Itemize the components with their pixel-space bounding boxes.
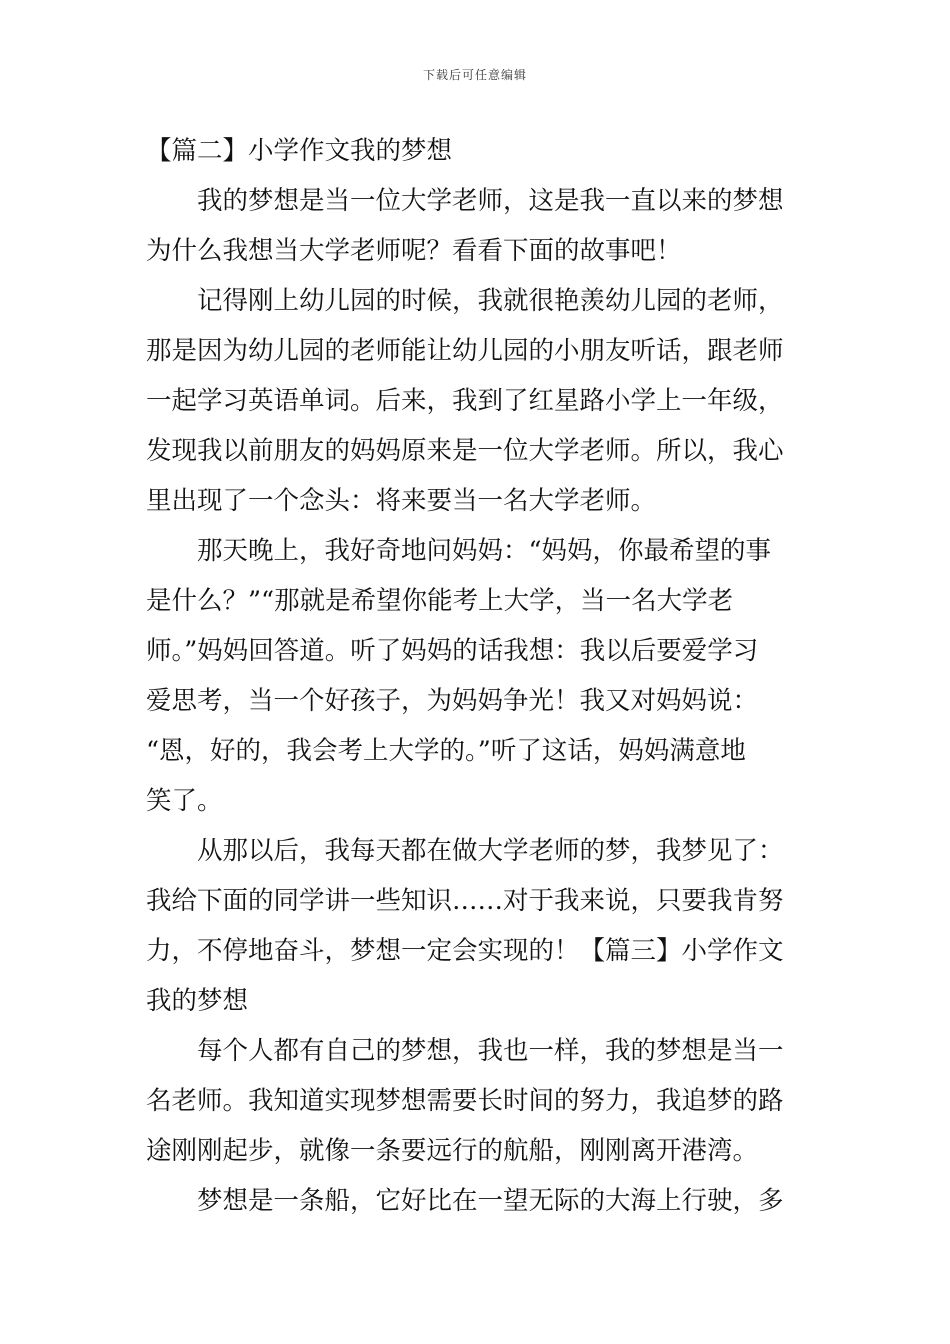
text-line: 力，不停地奋斗，梦想一定会实现的！【篇三】小学作文 bbox=[146, 936, 784, 966]
text-line: 师。”妈妈回答道。听了妈妈的话我想：我以后要爱学习 bbox=[146, 636, 759, 666]
text-line: 是什么？”“那就是希望你能考上大学，当一名大学老 bbox=[146, 586, 734, 616]
section-heading: 【篇二】小学作文我的梦想 bbox=[146, 136, 453, 166]
text-line: “恩，好的，我会考上大学的。”听了这话，妈妈满意地 bbox=[146, 736, 746, 766]
text-line: 我的梦想 bbox=[146, 986, 249, 1016]
text-line: 名老师。我知道实现梦想需要长时间的努力，我追梦的路 bbox=[146, 1086, 784, 1116]
document-body bbox=[146, 126, 808, 1226]
text-line: 从那以后，我每天都在做大学老师的梦，我梦见了： bbox=[197, 836, 784, 866]
text-line: 每个人都有自己的梦想，我也一样，我的梦想是当一 bbox=[197, 1036, 784, 1066]
text-line: 梦想是一条船，它好比在一望无际的大海上行驶，多 bbox=[197, 1186, 784, 1216]
text-line: 里出现了一个念头：将来要当一名大学老师。 bbox=[146, 486, 657, 516]
text-line: 一起学习英语单词。后来，我到了红星路小学上一年级， bbox=[146, 386, 784, 416]
text-line: 记得刚上幼儿园的时候，我就很艳羡幼儿园的老师， bbox=[197, 286, 784, 316]
text-line: 笑了。 bbox=[146, 786, 223, 816]
text-line: 那天晚上，我好奇地问妈妈：“妈妈，你最希望的事 bbox=[197, 536, 772, 566]
text-line: 那是因为幼儿园的老师能让幼儿园的小朋友听话，跟老师 bbox=[146, 336, 784, 366]
text-line: 途刚刚起步，就像一条要远行的航船，刚刚离开港湾。 bbox=[146, 1136, 759, 1166]
text-line: 我给下面的同学讲一些知识……对于我来说，只要我肯努 bbox=[146, 886, 784, 916]
text-line: 为什么我想当大学老师呢？看看下面的故事吧！ bbox=[146, 236, 682, 266]
text-line: 发现我以前朋友的妈妈原来是一位大学老师。所以，我心 bbox=[146, 436, 784, 466]
header-note: 下载后可任意编辑 bbox=[422, 68, 527, 82]
text-line: 爱思考，当一个好孩子，为妈妈争光！我又对妈妈说： bbox=[146, 686, 759, 716]
text-line: 我的梦想是当一位大学老师，这是我一直以来的梦想 bbox=[197, 186, 784, 216]
